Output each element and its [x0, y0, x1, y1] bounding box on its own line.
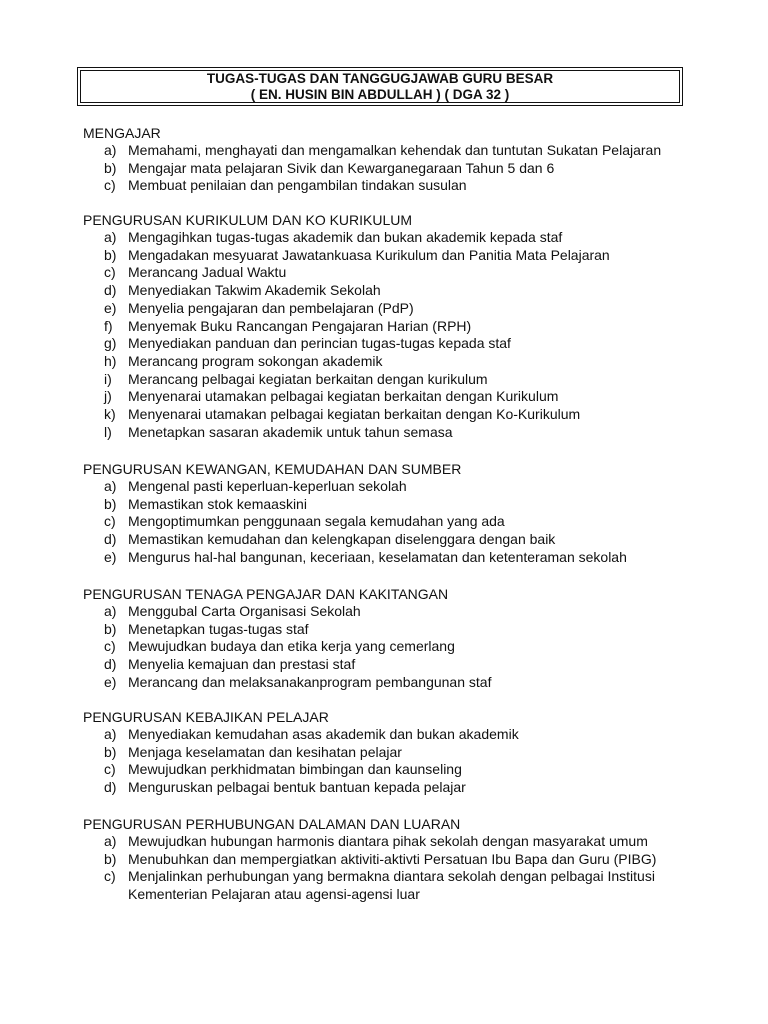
list-item	[83, 282, 723, 300]
item-letter: c)	[104, 264, 116, 281]
item-letter: c)	[104, 177, 116, 194]
section	[83, 124, 723, 195]
item-text: Mengenal pasti keperluan-keperluan sekolah	[128, 478, 407, 494]
section-title: PENGURUSAN KEWANGAN, KEMUDAHAN DAN SUMBER	[83, 461, 462, 477]
item-text: Memahami, menghayati dan mengamalkan kehendak dan tuntutan Sukatan Pelajaran	[128, 142, 662, 158]
item-letter: b)	[104, 159, 117, 176]
item-letter: i)	[104, 370, 112, 387]
item-letter: l)	[104, 423, 112, 440]
item-text: Mewujudkan hubungan harmonis diantara pihak sekolah dengan masyarakat umum	[128, 833, 648, 849]
list-item	[83, 424, 723, 442]
section	[83, 708, 723, 797]
item-letter: h)	[104, 352, 117, 369]
item-text: Menyediakan Takwim Akademik Sekolah	[128, 282, 381, 299]
list-item	[83, 833, 723, 851]
item-list	[83, 603, 723, 692]
list-item	[83, 388, 723, 406]
item-letter: j)	[104, 388, 112, 405]
item-text: Mewujudkan budaya dan etika kerja yang cemerlang	[128, 638, 455, 655]
section-title: PENGURUSAN KEBAJIKAN PELAJAR	[83, 709, 329, 725]
section	[83, 211, 723, 441]
item-text: Memastikan stok kemaaskini	[128, 495, 307, 512]
item-text: Merancang dan melaksanakanprogram pembangunan staf	[128, 673, 492, 690]
item-text: Menyelia pengajaran dan pembelajaran (PdP)	[128, 299, 414, 316]
item-text: Menjalinkan perhubungan yang bermakna diantara sekolah dengan pelbagai Institusi Kementerian Pelajaran atau agensi-agensi luar	[128, 868, 655, 903]
list-item	[83, 177, 723, 195]
list-item	[83, 726, 723, 744]
item-letter: e)	[104, 299, 117, 316]
list-item	[83, 142, 723, 160]
item-list	[83, 229, 723, 441]
list-item	[83, 674, 723, 692]
list-item	[83, 851, 723, 869]
item-text: Menyediakan kemudahan asas akademik dan bukan akademik	[128, 726, 519, 742]
section	[83, 585, 723, 692]
item-list	[83, 142, 723, 195]
list-item	[83, 779, 723, 797]
list-item	[83, 761, 723, 779]
section-title: PENGURUSAN TENAGA PENGAJAR DAN KAKITANGAN	[83, 586, 449, 602]
list-item	[83, 247, 723, 265]
section	[83, 460, 723, 567]
item-letter: c)	[104, 638, 116, 655]
list-item	[83, 868, 723, 903]
item-text: Merancang program sokongan akademik	[128, 352, 383, 369]
list-item	[83, 638, 723, 656]
item-letter: a)	[104, 833, 117, 849]
list-item	[83, 496, 723, 514]
item-letter: c)	[104, 761, 116, 778]
section-title: MENGAJAR	[83, 125, 161, 141]
list-item	[83, 744, 723, 762]
item-letter: g)	[104, 335, 117, 352]
item-letter: b)	[104, 620, 117, 637]
title-box	[77, 67, 683, 106]
item-letter: b)	[104, 743, 117, 760]
item-letter: a)	[104, 478, 117, 494]
item-text: Menjaga keselamatan dan kesihatan pelajar	[128, 743, 402, 760]
item-letter: a)	[104, 726, 117, 742]
item-list	[83, 726, 723, 797]
list-item	[83, 229, 723, 247]
list-item	[83, 513, 723, 531]
item-text: Menubuhkan dan mempergiatkan aktiviti-aktivti Persatuan Ibu Bapa dan Guru (PIBG)	[128, 850, 657, 867]
item-text: Merancang pelbagai kegiatan berkaitan dengan kurikulum	[128, 370, 488, 387]
item-text: Mengurus hal-hal bangunan, keceriaan, keselamatan dan ketenteraman sekolah	[128, 548, 627, 565]
list-item	[83, 656, 723, 674]
item-text: Mengadakan mesyuarat Jawatankuasa Kurikulum dan Panitia Mata Pelajaran	[128, 246, 610, 263]
item-text: Menggubal Carta Organisasi Sekolah	[128, 603, 361, 619]
item-text: Mengagihkan tugas-tugas akademik dan bukan akademik kepada staf	[128, 229, 563, 245]
list-item	[83, 353, 723, 371]
item-text: Mengajar mata pelajaran Sivik dan Kewarganegaraan Tahun 5 dan 6	[128, 159, 555, 176]
item-text: Memastikan kemudahan dan kelengkapan diselenggara dengan baik	[128, 531, 556, 548]
item-text: Menetapkan tugas-tugas staf	[128, 620, 309, 637]
item-letter: b)	[104, 850, 117, 867]
item-list	[83, 478, 723, 567]
item-text: Menetapkan sasaran akademik untuk tahun semasa	[128, 423, 453, 440]
item-letter: c)	[104, 513, 116, 530]
item-list	[83, 833, 723, 904]
item-text: Membuat penilaian dan pengambilan tindakan susulan	[128, 177, 467, 194]
item-text: Merancang Jadual Waktu	[128, 264, 287, 281]
item-text: Menyemak Buku Rancangan Pengajaran Harian (RPH)	[128, 317, 472, 334]
item-letter: a)	[104, 603, 117, 619]
item-letter: k)	[104, 406, 116, 423]
item-letter: d)	[104, 282, 117, 299]
list-item	[83, 531, 723, 549]
item-letter: e)	[104, 548, 117, 565]
document-title: TUGAS-TUGAS DAN TANGGUGJAWAB GURU BESAR	[206, 71, 554, 86]
item-letter: a)	[104, 142, 117, 158]
list-item	[83, 264, 723, 282]
list-item	[83, 318, 723, 336]
item-text: Menyelia kemajuan dan prestasi staf	[128, 656, 356, 673]
list-item	[83, 335, 723, 353]
section	[83, 815, 723, 904]
item-text: Mengoptimumkan penggunaan segala kemudahan yang ada	[128, 513, 505, 530]
document-subtitle: ( EN. HUSIN BIN ABDULLAH ) ( DGA 32 )	[250, 87, 510, 102]
item-letter: b)	[104, 495, 117, 512]
section-title: PENGURUSAN PERHUBUNGAN DALAMAN DAN LUARAN	[83, 816, 461, 832]
item-text: Menguruskan pelbagai bentuk bantuan kepada pelajar	[128, 779, 466, 796]
item-letter: d)	[104, 779, 117, 796]
list-item	[83, 603, 723, 621]
item-text: Menyenarai utamakan pelbagai kegiatan berkaitan dengan Ko-Kurikulum	[128, 406, 581, 423]
list-item	[83, 160, 723, 178]
list-item	[83, 371, 723, 389]
section-title: PENGURUSAN KURIKULUM DAN KO KURIKULUM	[83, 212, 413, 228]
item-text: Menyediakan panduan dan perincian tugas-tugas kepada staf	[128, 335, 511, 352]
item-text: Menyenarai utamakan pelbagai kegiatan berkaitan dengan Kurikulum	[128, 388, 559, 405]
item-letter: b)	[104, 246, 117, 263]
list-item	[83, 478, 723, 496]
list-item	[83, 406, 723, 424]
item-letter: e)	[104, 673, 117, 690]
list-item	[83, 621, 723, 639]
list-item	[83, 300, 723, 318]
item-letter: d)	[104, 531, 117, 548]
item-letter: a)	[104, 229, 117, 245]
item-letter: f)	[104, 317, 113, 334]
item-letter: c)	[104, 868, 116, 885]
item-text: Mewujudkan perkhidmatan bimbingan dan kaunseling	[128, 761, 462, 778]
list-item	[83, 549, 723, 567]
item-letter: d)	[104, 656, 117, 673]
